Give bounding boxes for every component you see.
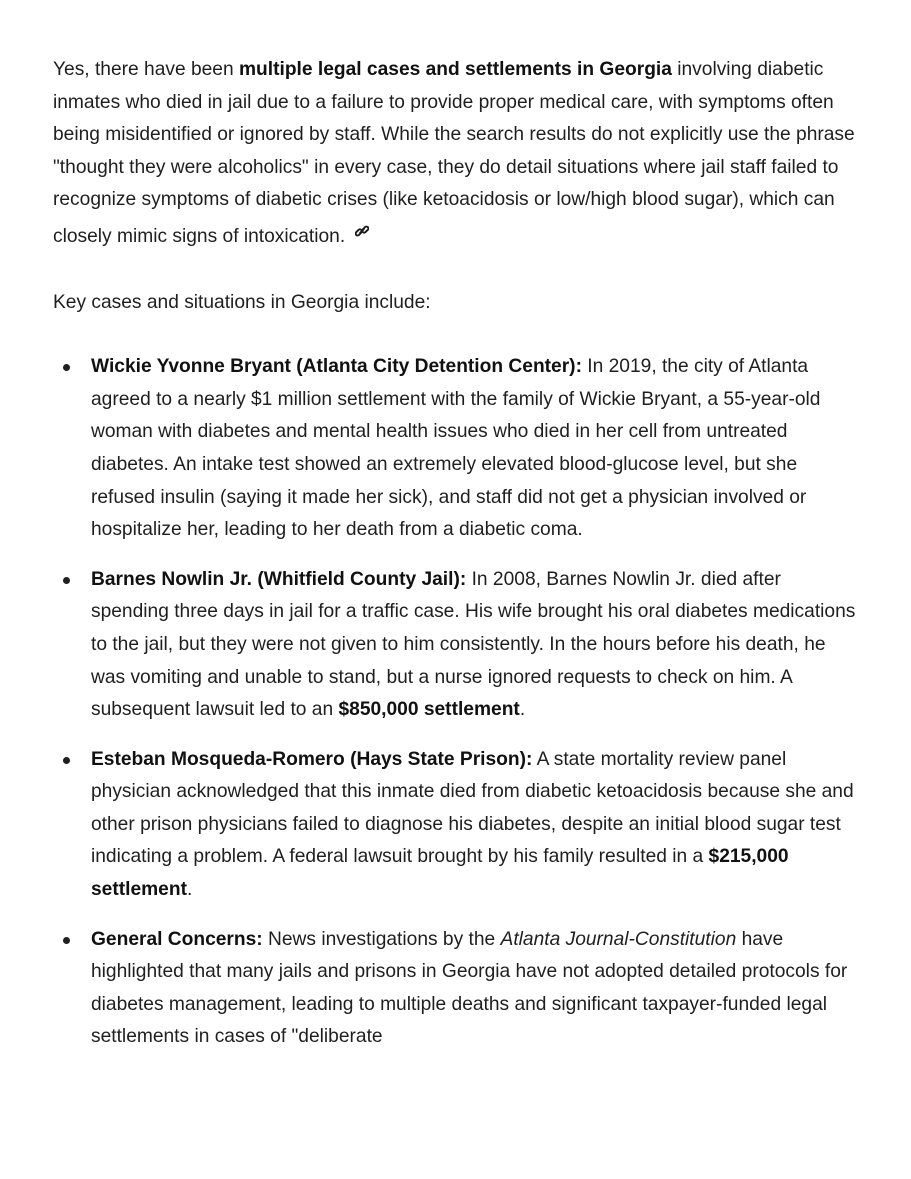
case-text: News investigations by the [262,928,501,950]
cases-list [53,351,863,1054]
bullet-icon [63,364,70,371]
case-title: General Concerns: [91,928,263,950]
case-text-tail: have highlighted that many jails and prisons in Georgia have not adopted detailed protocols for diabetes management, leading to multiple deaths and significant taxpayer-funded legal settlements in cases of "deliberate [91,928,848,1048]
case-text: In 2019, the city of Atlanta agreed to a nearly $1 million settlement with the family of Wickie Bryant, a 55-year-old woman with diabetes and mental health issues who died in her cell from untreated diabetes. An intake test showed an extremely elevated blood-glucose level, but she refused insulin (saying it made her sick), and staff did not get a physician involved or hospitalize her, leading to her death from a diabetic coma. [91,356,821,541]
case-text: In 2008, Barnes Nowlin Jr. died after spending three days in jail for a traffic case. His wife brought his oral diabetes medications to the jail, but they were not given to him consistently. In the hours before his death, he was vomiting and unable to stand, but a nurse ignored requests to check on him. A subsequent lawsuit led to an [91,568,856,721]
list-item-case-bryant [53,351,863,547]
list-lead-text: Key cases and situations in Georgia include: [53,291,431,313]
bullet-icon [63,577,70,584]
settlement-amount: $850,000 settlement [338,699,520,721]
intro-bold-phrase: multiple legal cases and settlements in Georgia [238,59,672,80]
intro-text-rest: involving diabetic inmates who died in jail due to a failure to provide proper medical care, with symptoms often being misidentified or ignored by staff. While the search results do not explicitly use the phrase "thought they were alcoholics" in every case, they do detail situations where jail staff failed to recognize symptoms of diabetic crises (like ketoacidosis or low/high blood sugar), which can closely mimic signs of intoxication. [53,59,855,247]
case-text-tail: . [519,699,526,721]
intro-text-start: Yes, there have been [53,59,239,80]
case-text-tail: . [186,879,193,901]
list-item-case-nowlin [53,564,863,727]
intro-paragraph [53,54,863,254]
case-title: Esteban Mosqueda-Romero (Hays State Prison): [91,748,533,770]
bullet-icon [63,757,70,764]
case-title: Wickie Yvonne Bryant (Atlanta City Detention Center): [91,356,582,378]
case-text: A state mortality review panel physician acknowledged that this inmate died from diabetic ketoacidosis because she and other prison physicians failed to diagnose his diabetes, despite an initial blood sugar test indicating a problem. A federal lawsuit brought by his family resulted in a [91,748,854,868]
settlement-amount: $215,000 settlement [91,846,789,901]
bullet-icon [63,937,70,944]
list-item-case-mosqueda-romero [53,744,863,907]
list-item-general-concerns [53,924,863,1054]
publication-name: Atlanta Journal-Constitution [500,928,737,950]
case-title: Barnes Nowlin Jr. (Whitfield County Jail): [91,568,467,590]
document-page [53,54,863,1071]
link-icon[interactable] [355,217,369,231]
